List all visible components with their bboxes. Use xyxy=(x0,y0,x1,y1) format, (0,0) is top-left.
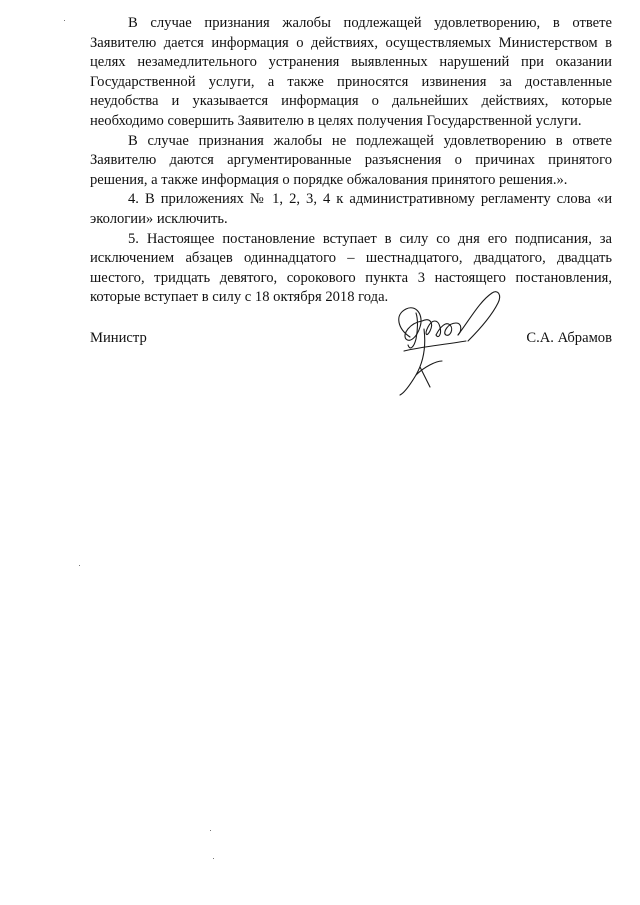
scan-speck xyxy=(64,20,65,21)
signatory-title: Министр xyxy=(90,330,147,346)
scan-speck xyxy=(213,858,214,859)
signature-block xyxy=(90,329,612,409)
paragraph-complaint-satisfied: В случае признания жалобы подлежащей удовлетворению, в ответе Заявителю дается информация о действиях, осуществляемых Министерством в целях незамедлительного устранения выявленных нарушений при оказании Государственной услуги, а также приносятся извинения за доставленные неудобства и указывается информация о дальнейших действиях, которые необходимо совершить Заявителю в целях получения Государственной услуги. xyxy=(90,15,612,129)
scan-speck xyxy=(210,830,211,831)
paragraph-item-4: 4. В приложениях № 1, 2, 3, 4 к административному регламенту слова «и экологии» исключить. xyxy=(90,191,612,227)
paragraph-item-5: 5. Настоящее постановление вступает в силу со дня его подписания, за исключением абзацев одиннадцатого – шестнадцатого, двадцатого, двадцать шестого, тридцать девятого, сорокового пункта 3 настоящего постановления, которые вступает в силу с 18 октября 2018 года. xyxy=(90,230,612,306)
scan-speck xyxy=(79,565,80,566)
signatory-name: С.А. Абрамов xyxy=(526,330,612,346)
document-body xyxy=(90,14,612,308)
paragraph-complaint-rejected: В случае признания жалобы не подлежащей удовлетворению в ответе Заявителю даются аргументированные разъяснения о причинах принятого решения, а также информация о порядке обжалования принятого решения.». xyxy=(90,132,612,188)
handwritten-signature-icon xyxy=(380,289,510,399)
